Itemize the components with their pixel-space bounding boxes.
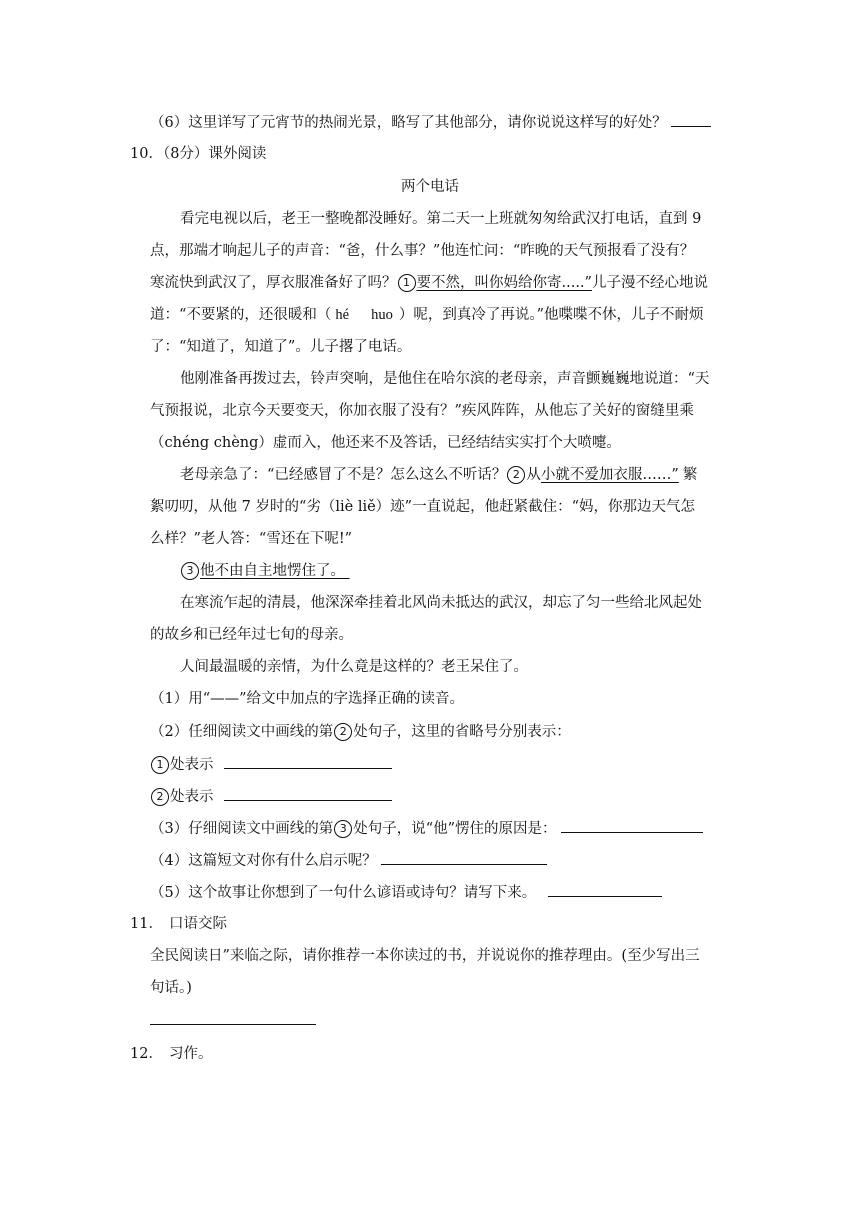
passage-line: 寒流快到武汉了，厚衣服准备好了吗？ 1 要不然，叫你妈给你寄.....”儿子漫不经心地说: [150, 275, 708, 291]
passage-line: 点，那端才响起儿子的声音：“爸，什么事？”他连忙问：“昨晚的天气预报看了没有？: [150, 243, 695, 259]
passage-line: 他刚准备再拨过去，铃声突响，是他住在哈尔滨的老母亲，声音颤巍巍地说道：“天: [180, 371, 710, 387]
answer-blank[interactable]: [150, 1010, 316, 1025]
circled-number-2: 2: [151, 788, 169, 806]
passage-line: 絮叨叨，从他 7 岁时的“劣（liè liě）迹”一直说起，他赶紧截住：“妈，你那边天气怎: [150, 499, 696, 515]
sub-question-2: （2）任细阅读文中画线的第 2 处句子，这里的省略号分别表示：: [150, 724, 571, 740]
passage-line: 道：“不要紧的，还很暖和（ hé huo ）呢，到真冷了再说。”他喋喋不休，儿子不耐烦: [150, 307, 704, 323]
question-11-line: 全民阅读日”来临之际，请你推荐一本你读过的书，并说说你的推荐理由。(至少写出三: [150, 948, 700, 964]
circled-number-1: 1: [151, 756, 169, 774]
pinyin-option: huo: [371, 307, 393, 323]
underlined-sentence-3: 3 他不由自主地愣住了。: [180, 563, 350, 579]
sub-question-2-item-2: 2 处表示: [150, 786, 392, 807]
answer-blank[interactable]: [224, 786, 392, 801]
passage-line: [180, 561, 350, 581]
question-9-6: （6）这里详写了元宵节的热闹光景，略写了其他部分，请你说说这样写的好处？: [150, 112, 711, 133]
circled-number-3: 3: [181, 562, 199, 580]
pinyin-option: hé: [335, 307, 350, 323]
sub-question-2-item-1: 1 处表示: [150, 754, 392, 775]
passage-line: 了：“知道了，知道了”。儿子撂了电话。: [150, 339, 412, 355]
circled-number-3: 3: [334, 820, 352, 838]
passage-line: 在寒流乍起的清晨，他深深牵挂着北风尚未抵达的武汉，却忘了匀一些给北风起处: [180, 595, 702, 611]
sub-question-3: （3）仔细阅读文中画线的第 3 处句子，说“他”愣住的原因是：: [150, 818, 703, 839]
underlined-sentence-2: 小就不爱加衣服……”: [540, 467, 679, 483]
answer-blank[interactable]: [548, 882, 662, 897]
question-11-line: 句话。): [150, 980, 192, 996]
passage-line: 气预报说，北京今天要变天，你加衣服了没有？”疾风阵阵，从他忘了关好的窗缝里乘: [150, 403, 694, 419]
question-11-header: 11． 口语交际: [130, 916, 227, 932]
passage-line: （chéng chèng）虚而入，他还来不及答话，已经结结实实打个大喷嚏。: [150, 435, 621, 451]
answer-blank[interactable]: [224, 754, 392, 769]
circled-number-1: 1: [398, 274, 416, 292]
passage-line: 的故乡和已经年过七旬的母亲。: [150, 627, 353, 643]
circled-number-2: 2: [507, 466, 525, 484]
answer-blank[interactable]: [381, 850, 547, 865]
question-10-header: 10．（8分）课外阅读: [130, 146, 267, 162]
passage-line: 看完电视以后，老王一整晚都没睡好。第二天一上班就匆匆给武汉打电话，直到 9: [180, 211, 702, 227]
answer-blank[interactable]: [561, 818, 703, 833]
question-11-answer: [150, 1010, 316, 1031]
passage-line: 人间最温暖的亲情，为什么竟是这样的？老王呆住了。: [180, 659, 528, 675]
underlined-sentence-1: 要不然，叫你妈给你寄.....”: [416, 275, 592, 291]
passage-title: 两个电话: [401, 179, 459, 195]
passage-line: 老母亲急了：“已经感冒了不是？怎么这么不听话？ 2 从小就不爱加衣服……” 繁: [180, 467, 698, 483]
sub-question-5: （5）这个故事让你想到了一句什么谚语或诗句？请写下来。: [150, 882, 662, 903]
circled-number-2: 2: [334, 723, 352, 741]
sub-question-1: （1）用“——”给文中加点的字选择正确的读音。: [150, 691, 465, 707]
sub-question-4: （4）这篇短文对你有什么启示呢？: [150, 850, 547, 871]
answer-blank[interactable]: [671, 112, 711, 127]
question-12-header: 12． 习作。: [130, 1046, 213, 1062]
passage-line: 么样？”老人答：“雪还在下呢!”: [150, 531, 353, 547]
